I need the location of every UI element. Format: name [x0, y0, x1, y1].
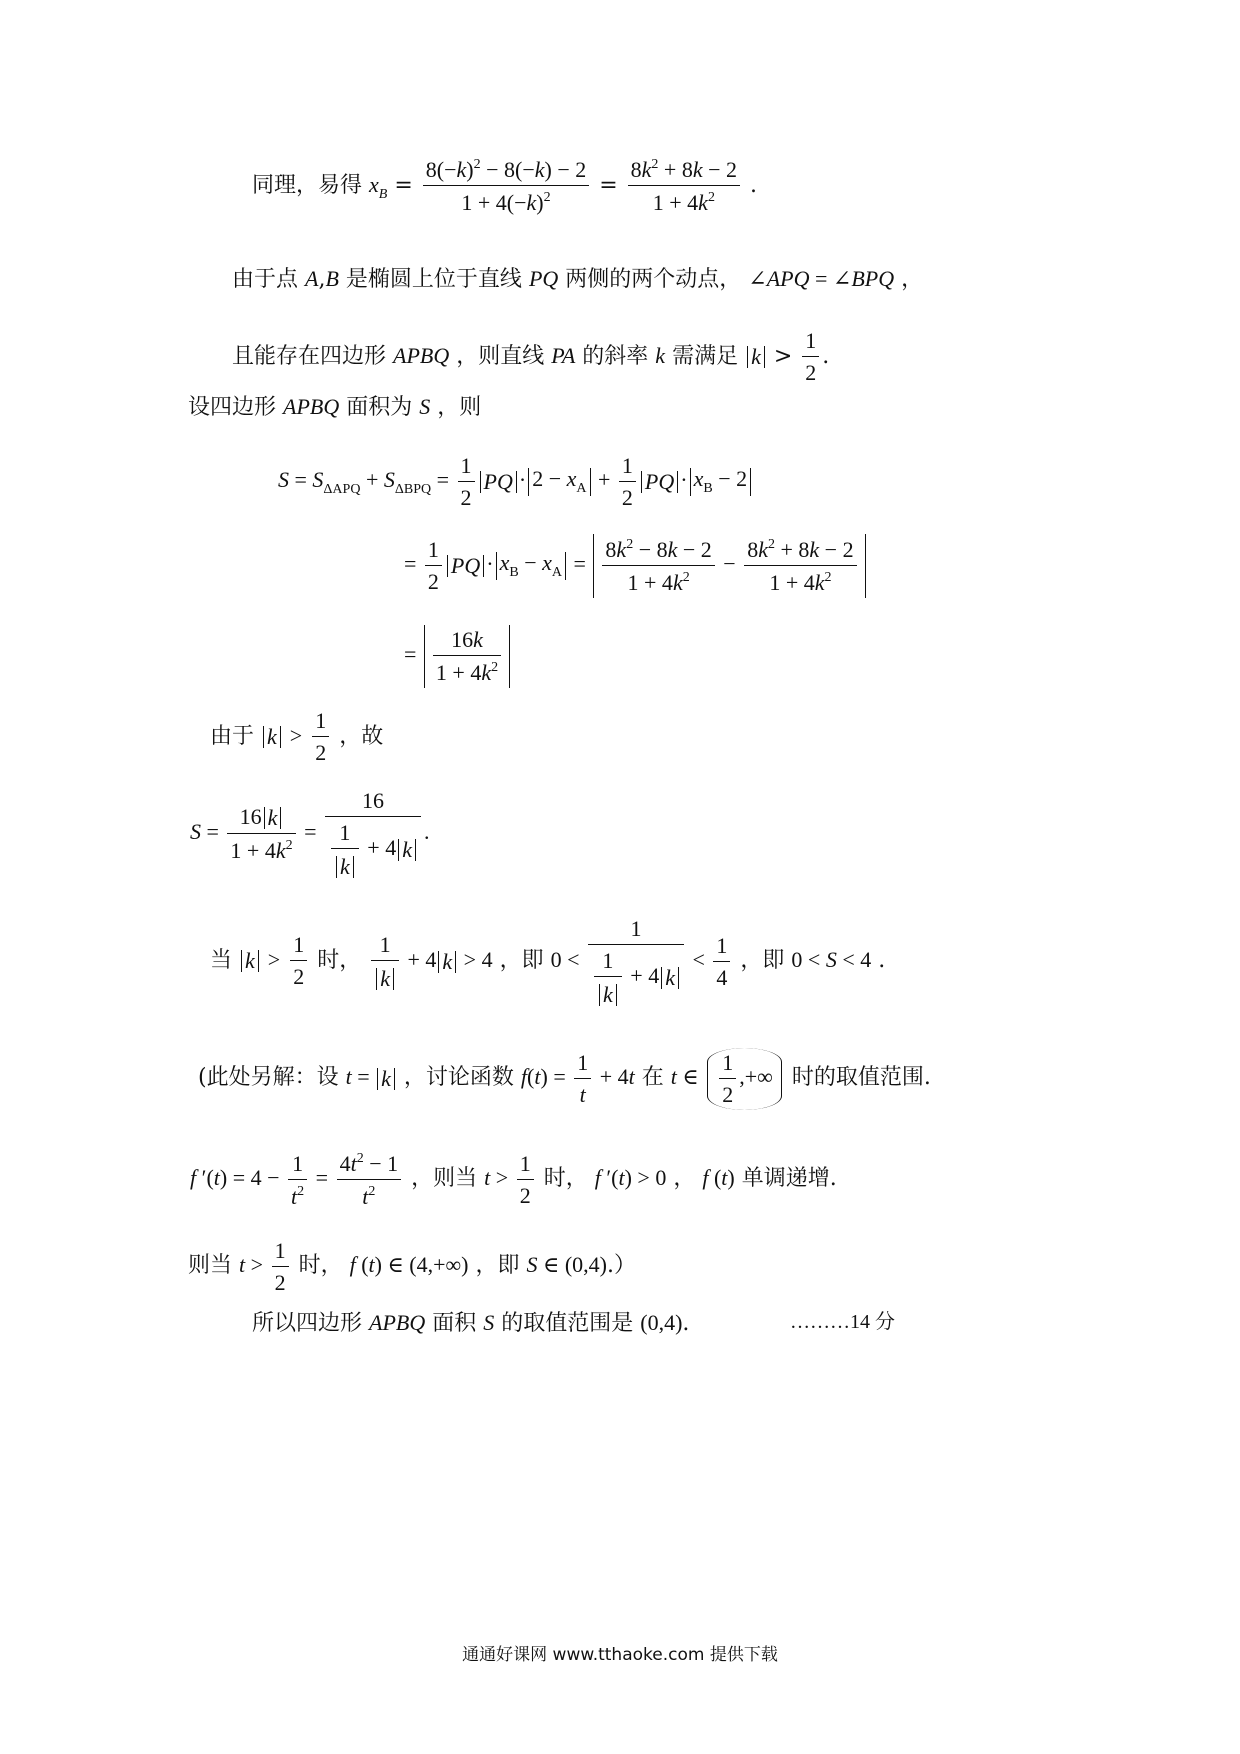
- score-note: ………14 分: [790, 1311, 895, 1333]
- text: ，: [673, 1166, 696, 1192]
- line-slope: 且能存在四边形 APBQ ，则直线 PA 的斜率 k 需满足 k > $\frac{1}{2}$ .: [232, 328, 830, 385]
- text: 则当: [188, 1253, 233, 1279]
- text: ，故: [339, 724, 384, 749]
- text: 时，: [298, 1253, 343, 1279]
- text: 设四边形: [188, 395, 277, 420]
- line-derivative: f ′(t) = 4 − $\frac{1}{t^2}$ = $\frac{4t^2 - 1}{t^2}$ ，则当 t > $\frac{1}{2}$ 时， f ′(t) > 0 ， f (t) 单调递增.: [190, 1150, 837, 1209]
- text: 由于点: [232, 267, 299, 292]
- line-when-k: 当 k > $\frac{1}{2}$ 时， $\frac{1}{k}$ + 4 k > 4 ，即 0 < 1 $\frac{1}{k}$ + 4 k < $\frac{1}{4}$ ，即 0 < S < 4 .: [210, 916, 886, 1007]
- text: ，即: [740, 948, 785, 974]
- text: 需满足: [672, 344, 739, 369]
- text: 所以四边形: [252, 1311, 363, 1336]
- text: ，则直线: [456, 344, 545, 369]
- text: 同理，易得: [252, 173, 363, 198]
- text: (此处另解：设: [198, 1065, 339, 1091]
- text: 时的取值范围.: [791, 1065, 931, 1091]
- text: ，则当: [411, 1166, 478, 1192]
- text: 面积: [432, 1311, 477, 1336]
- line-conclusion: 所以四边形 APBQ 面积 S 的取值范围是 (0,4).: [252, 1310, 690, 1336]
- eq-area-simplified: S = $\frac{16 k}{1 + 4k^2}$ = 16 $\frac{1}{k}$ + 4 k .: [190, 788, 430, 879]
- text: 由于: [210, 724, 255, 749]
- text: 时，: [543, 1166, 588, 1192]
- eq-area-diff: = $\frac{1}{2}$ PQ · $x_B - x_A$ = $\frac{8k^2 - 8k - 2}{1 + 4k^2}$ − $\frac{8k^2 + 8k - 2}{1 + 4k^2}$: [404, 534, 868, 598]
- text: ，讨论函数: [403, 1065, 514, 1091]
- text: .）: [606, 1253, 636, 1279]
- line-alt-solution: (此处另解：设 t = k ，讨论函数 f(t) = $\frac{1}{t}$ + 4t 在 t ∈ $\frac{1}{2}$ ,+∞ 时的取值范围.: [198, 1048, 931, 1110]
- line-area-def: 设四边形 APBQ 面积为 S ，则: [188, 394, 482, 420]
- line-range: 则当 t > $\frac{1}{2}$ 时， f (t) ∈ (4,+∞) ，即 S ∈ (0,4).）: [188, 1238, 636, 1295]
- line-xb: 同理，易得 $x_B$ = $\frac{8(-k)^2 - 8(-k) - 2}{1 + 4(-k)^2}$ = $\frac{8k^2 + 8k - 2}{1 + 4k^2}$ .: [252, 157, 758, 215]
- text: 且能存在四边形: [232, 344, 387, 369]
- eq-area-sum: $S = S_{\Delta APQ} + S_{\Delta BPQ}$ = $\frac{1}{2}$ PQ · $2 - x_A$ + $\frac{1}{2}$ PQ · $x_B - 2$: [278, 455, 753, 509]
- text: 在: [641, 1065, 664, 1091]
- text: 当: [210, 948, 233, 974]
- text: 两侧的两个动点，: [565, 267, 742, 292]
- text: ，即: [475, 1253, 520, 1279]
- line-points: 由于点 A,B 是椭圆上位于直线 PQ 两侧的两个动点， ∠APQ = ∠BPQ ，: [232, 266, 924, 292]
- text: 单调递增.: [741, 1166, 837, 1192]
- text: 的斜率: [582, 344, 649, 369]
- footer-text: 通通好课网 www.tthaoke.com 提供下载: [462, 1645, 778, 1665]
- eq-area-abs: = $\frac{16k}{1 + 4k^2}$: [404, 625, 512, 688]
- text: ，即: [499, 948, 544, 974]
- text: 是椭圆上位于直线: [345, 267, 522, 292]
- text: ，则: [437, 395, 482, 420]
- text: 时，: [317, 948, 362, 974]
- text: 面积为: [346, 395, 413, 420]
- text: .: [682, 1311, 690, 1336]
- text: 的取值范围是: [501, 1311, 634, 1336]
- line-since: 由于 k > $\frac{1}{2}$ ，故: [210, 708, 384, 765]
